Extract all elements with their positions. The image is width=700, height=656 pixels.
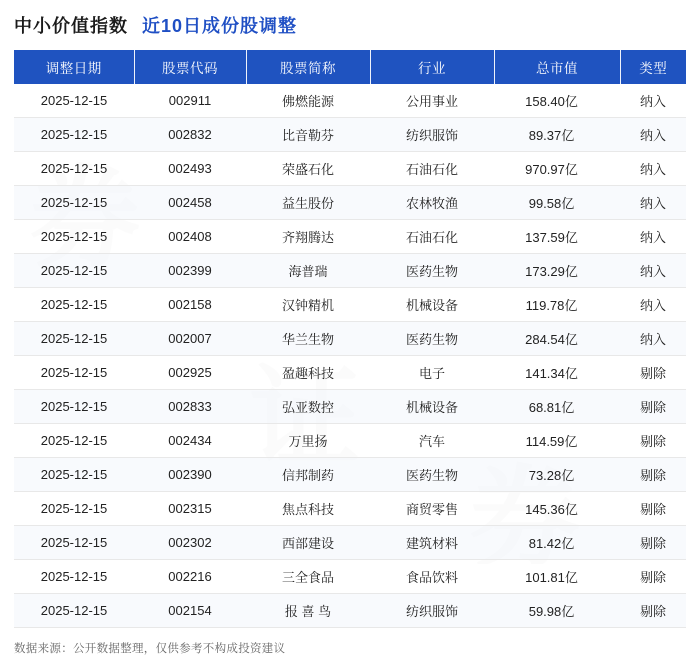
subtitle-adjustment: 近10日成份股调整	[142, 16, 298, 36]
cell-industry: 食品饮料	[370, 560, 494, 594]
cell-stock-code: 002302	[134, 526, 246, 560]
cell-adjustment-date: 2025-12-15	[14, 118, 134, 152]
cell-stock-code: 002154	[134, 594, 246, 628]
footer-disclaimer: 数据来源：公开数据整理，仅供参考不构成投资建议	[14, 643, 286, 655]
cell-adjustment-date: 2025-12-15	[14, 288, 134, 322]
cell-market-cap: 137.59亿	[494, 220, 620, 254]
table-row[interactable]	[14, 186, 686, 220]
cell-stock-name: 盈趣科技	[246, 356, 370, 390]
cell-adjustment-date: 2025-12-15	[14, 152, 134, 186]
table-row[interactable]	[14, 118, 686, 152]
cell-stock-code: 002832	[134, 118, 246, 152]
cell-industry: 医药生物	[370, 254, 494, 288]
cell-stock-code: 002925	[134, 356, 246, 390]
cell-industry: 汽车	[370, 424, 494, 458]
cell-adjust-type: 剔除	[620, 526, 686, 560]
cell-adjust-type: 剔除	[620, 390, 686, 424]
column-header-code[interactable]: 股票代码	[134, 50, 246, 84]
table-row[interactable]	[14, 254, 686, 288]
cell-market-cap: 68.81亿	[494, 390, 620, 424]
cell-market-cap: 81.42亿	[494, 526, 620, 560]
cell-market-cap: 141.34亿	[494, 356, 620, 390]
column-header-market-cap[interactable]: 总市值	[494, 50, 620, 84]
cell-adjust-type: 纳入	[620, 220, 686, 254]
cell-stock-name: 万里扬	[246, 424, 370, 458]
table-row[interactable]	[14, 288, 686, 322]
cell-market-cap: 73.28亿	[494, 458, 620, 492]
cell-adjust-type: 剔除	[620, 458, 686, 492]
constituent-adjustment-table	[14, 50, 686, 628]
table-row[interactable]	[14, 594, 686, 628]
cell-adjustment-date: 2025-12-15	[14, 492, 134, 526]
cell-market-cap: 158.40亿	[494, 84, 620, 118]
cell-stock-code: 002833	[134, 390, 246, 424]
cell-stock-name: 海普瑞	[246, 254, 370, 288]
cell-stock-code: 002911	[134, 84, 246, 118]
table-header-row	[14, 50, 686, 84]
cell-market-cap: 970.97亿	[494, 152, 620, 186]
cell-adjust-type: 剔除	[620, 594, 686, 628]
cell-industry: 石油石化	[370, 152, 494, 186]
index-name-title: 中小价值指数	[14, 16, 128, 36]
cell-stock-name: 弘亚数控	[246, 390, 370, 424]
cell-adjustment-date: 2025-12-15	[14, 560, 134, 594]
cell-industry: 商贸零售	[370, 492, 494, 526]
cell-industry: 纺织服饰	[370, 594, 494, 628]
cell-stock-name: 齐翔腾达	[246, 220, 370, 254]
cell-stock-name: 信邦制药	[246, 458, 370, 492]
cell-market-cap: 284.54亿	[494, 322, 620, 356]
cell-stock-name: 焦点科技	[246, 492, 370, 526]
cell-industry: 建筑材料	[370, 526, 494, 560]
cell-stock-name: 汉钟精机	[246, 288, 370, 322]
cell-adjust-type: 剔除	[620, 356, 686, 390]
cell-market-cap: 119.78亿	[494, 288, 620, 322]
cell-adjustment-date: 2025-12-15	[14, 254, 134, 288]
table-row[interactable]	[14, 424, 686, 458]
cell-adjustment-date: 2025-12-15	[14, 186, 134, 220]
cell-market-cap: 173.29亿	[494, 254, 620, 288]
cell-stock-code: 002399	[134, 254, 246, 288]
cell-industry: 公用事业	[370, 84, 494, 118]
table-row[interactable]	[14, 458, 686, 492]
table-row[interactable]	[14, 220, 686, 254]
cell-stock-code: 002216	[134, 560, 246, 594]
cell-adjust-type: 剔除	[620, 492, 686, 526]
cell-industry: 电子	[370, 356, 494, 390]
cell-industry: 医药生物	[370, 458, 494, 492]
cell-stock-name: 报 喜 鸟	[246, 594, 370, 628]
cell-market-cap: 145.36亿	[494, 492, 620, 526]
table-row[interactable]	[14, 492, 686, 526]
table-row[interactable]	[14, 526, 686, 560]
cell-stock-name: 荣盛石化	[246, 152, 370, 186]
column-header-date[interactable]: 调整日期	[14, 50, 134, 84]
cell-industry: 纺织服饰	[370, 118, 494, 152]
cell-adjust-type: 纳入	[620, 322, 686, 356]
cell-adjustment-date: 2025-12-15	[14, 322, 134, 356]
column-header-type[interactable]: 类型	[620, 50, 686, 84]
cell-market-cap: 89.37亿	[494, 118, 620, 152]
cell-adjustment-date: 2025-12-15	[14, 594, 134, 628]
cell-industry: 医药生物	[370, 322, 494, 356]
cell-adjust-type: 纳入	[620, 288, 686, 322]
cell-market-cap: 101.81亿	[494, 560, 620, 594]
page-title	[0, 0, 700, 48]
cell-adjustment-date: 2025-12-15	[14, 526, 134, 560]
cell-adjust-type: 纳入	[620, 186, 686, 220]
cell-stock-code: 002315	[134, 492, 246, 526]
cell-stock-code: 002390	[134, 458, 246, 492]
table-row[interactable]	[14, 356, 686, 390]
cell-industry: 石油石化	[370, 220, 494, 254]
column-header-name[interactable]: 股票简称	[246, 50, 370, 84]
cell-adjust-type: 纳入	[620, 152, 686, 186]
cell-stock-name: 比音勒芬	[246, 118, 370, 152]
cell-industry: 农林牧渔	[370, 186, 494, 220]
cell-adjust-type: 剔除	[620, 424, 686, 458]
cell-adjust-type: 纳入	[620, 84, 686, 118]
table-row[interactable]	[14, 152, 686, 186]
cell-stock-code: 002493	[134, 152, 246, 186]
cell-stock-name: 佛燃能源	[246, 84, 370, 118]
cell-adjust-type: 纳入	[620, 254, 686, 288]
cell-adjustment-date: 2025-12-15	[14, 458, 134, 492]
table-row[interactable]	[14, 390, 686, 424]
cell-adjustment-date: 2025-12-15	[14, 84, 134, 118]
cell-stock-name: 益生股份	[246, 186, 370, 220]
cell-industry: 机械设备	[370, 390, 494, 424]
cell-adjust-type: 纳入	[620, 118, 686, 152]
cell-adjustment-date: 2025-12-15	[14, 424, 134, 458]
column-header-industry[interactable]: 行业	[370, 50, 494, 84]
cell-stock-code: 002007	[134, 322, 246, 356]
table-row[interactable]	[14, 560, 686, 594]
cell-stock-code: 002408	[134, 220, 246, 254]
cell-stock-name: 西部建设	[246, 526, 370, 560]
cell-market-cap: 59.98亿	[494, 594, 620, 628]
cell-adjust-type: 剔除	[620, 560, 686, 594]
cell-adjustment-date: 2025-12-15	[14, 356, 134, 390]
cell-market-cap: 114.59亿	[494, 424, 620, 458]
cell-adjustment-date: 2025-12-15	[14, 220, 134, 254]
cell-market-cap: 99.58亿	[494, 186, 620, 220]
cell-stock-name: 华兰生物	[246, 322, 370, 356]
cell-stock-name: 三全食品	[246, 560, 370, 594]
table-row[interactable]	[14, 322, 686, 356]
table-row[interactable]	[14, 84, 686, 118]
cell-stock-code: 002434	[134, 424, 246, 458]
cell-adjustment-date: 2025-12-15	[14, 390, 134, 424]
cell-stock-code: 002458	[134, 186, 246, 220]
table-body	[14, 84, 686, 628]
cell-stock-code: 002158	[134, 288, 246, 322]
cell-industry: 机械设备	[370, 288, 494, 322]
